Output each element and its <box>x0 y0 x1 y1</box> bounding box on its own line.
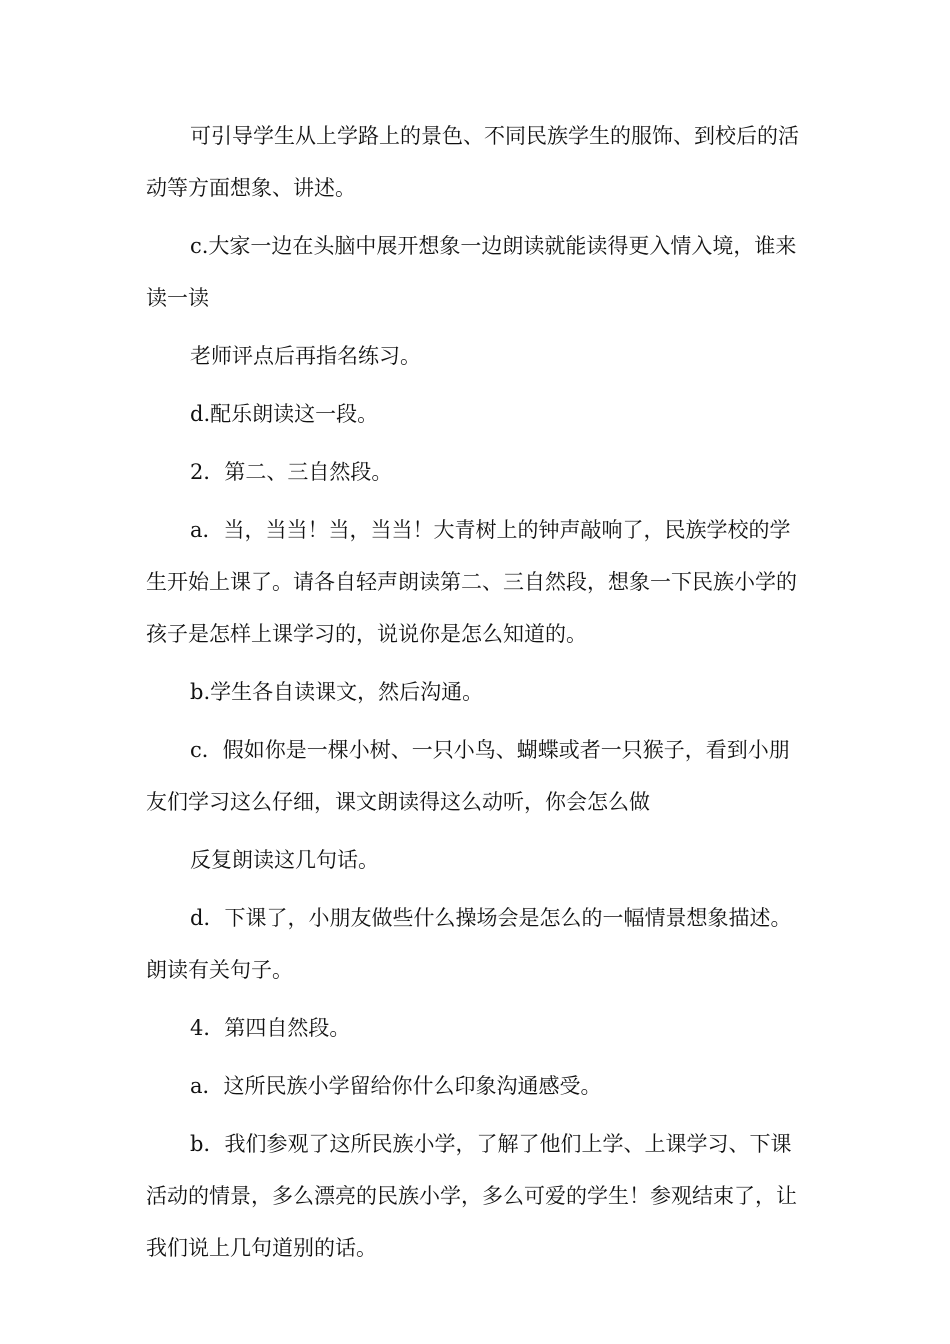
paragraph-3: 老师评点后再指名练习。 <box>190 344 421 368</box>
paragraph-11: 4．第四自然段。 <box>190 1016 351 1040</box>
paragraph-6: a．当，当当！当，当当！大青树上的钟声敲响了，民族学校的学生开始上课了。请各自轻声朗读第二、三自然段，想象一下民族小学的孩子是怎样上课学习的，说说你是怎么知道的。 <box>146 518 797 646</box>
paragraph-10: d．下课了，小朋友做些什么操场会是怎么的一幅情景想象描述。朗读有关句子。 <box>146 906 792 982</box>
document-body <box>146 110 808 1280</box>
paragraph-5: 2．第二、三自然段。 <box>190 460 393 484</box>
paragraph-9: 反复朗读这几句话。 <box>190 848 379 872</box>
paragraph-1: 可引导学生从上学路上的景色、不同民族学生的服饰、到校后的活动等方面想象、讲述。 <box>146 124 799 200</box>
paragraph-7: b.学生各自读课文，然后沟通。 <box>190 680 484 704</box>
paragraph-13: b．我们参观了这所民族小学，了解了他们上学、上课学习、下课活动的情景，多么漂亮的民族小学，多么可爱的学生！参观结束了，让我们说上几句道别的话。 <box>146 1132 797 1260</box>
paragraph-12: a．这所民族小学留给你什么印象沟通感受。 <box>190 1074 602 1098</box>
paragraph-2: c.大家一边在头脑中展开想象一边朗读就能读得更入情入境，谁来读一读 <box>146 234 797 310</box>
paragraph-8: c．假如你是一棵小树、一只小鸟、蝴蝶或者一只猴子，看到小朋友们学习这么仔细，课文朗读得这么动听，你会怎么做 <box>146 738 790 814</box>
paragraph-4: d.配乐朗读这一段。 <box>190 402 379 426</box>
